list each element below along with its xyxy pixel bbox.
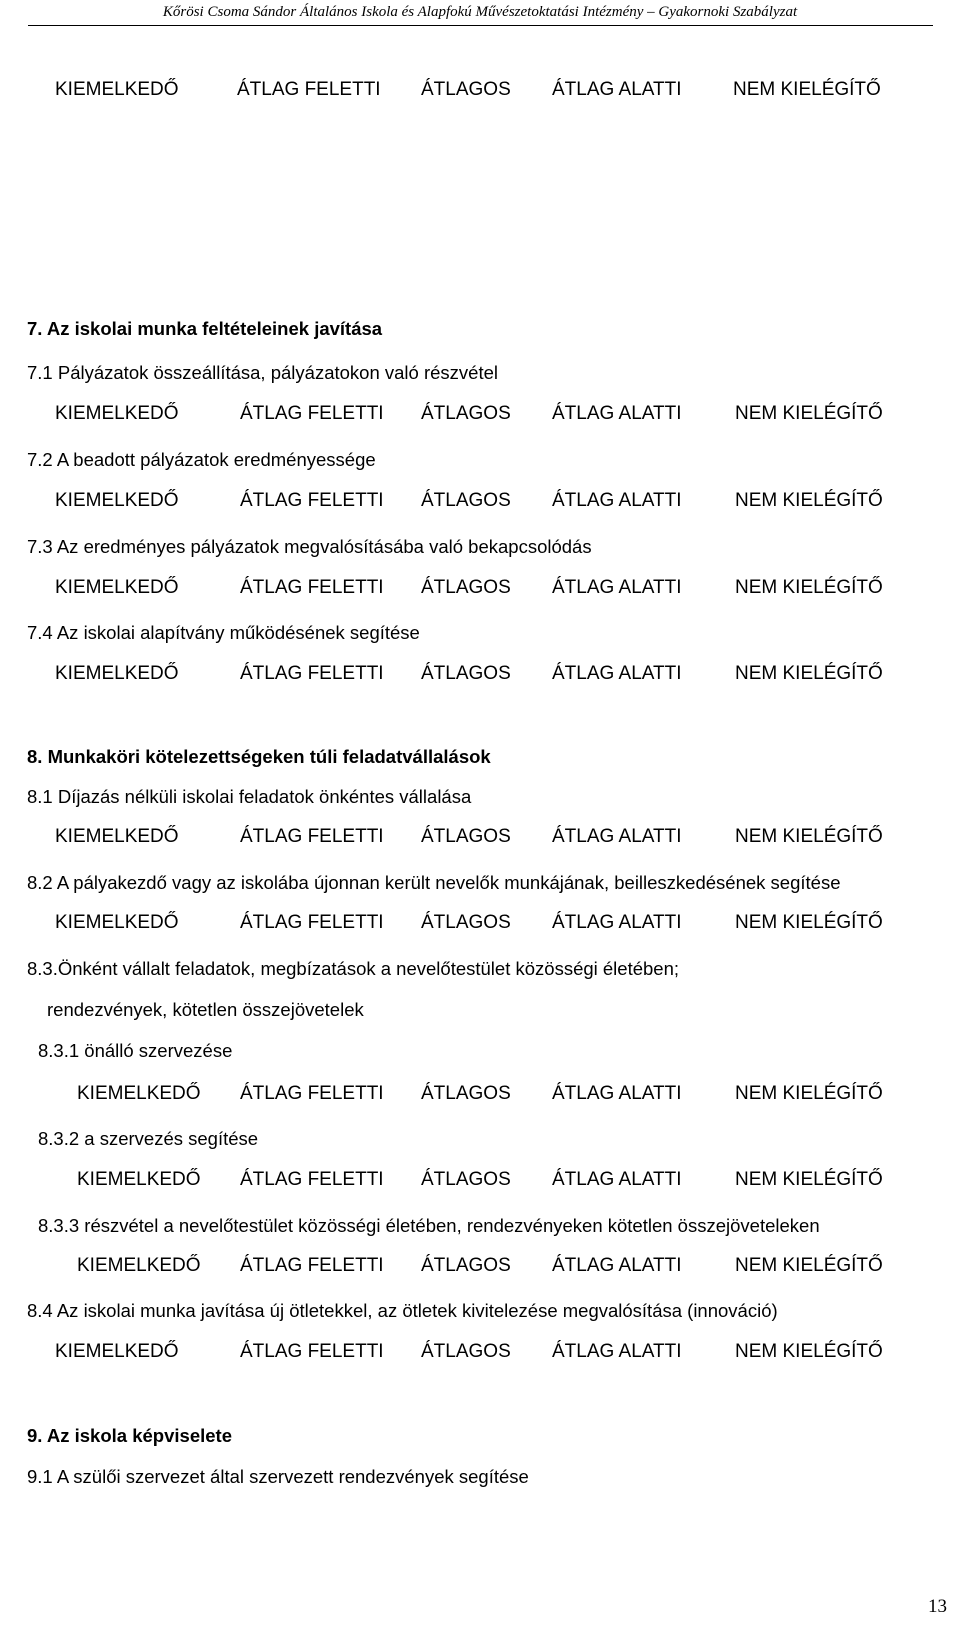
item-8-3-continued: rendezvények, kötetlen összejövetelek bbox=[47, 999, 364, 1020]
item-7-2: 7.2 A beadott pályázatok eredményessége bbox=[27, 449, 376, 470]
rating-atlag-feletti: ÁTLAG FELETTI bbox=[240, 912, 384, 933]
rating-kiemelkedo: KIEMELKEDŐ bbox=[55, 403, 179, 424]
rating-nem-kielegito: NEM KIELÉGÍTŐ bbox=[733, 79, 881, 100]
rating-nem-kielegito: NEM KIELÉGÍTŐ bbox=[735, 1341, 883, 1362]
rating-kiemelkedo: KIEMELKEDŐ bbox=[55, 490, 179, 511]
section-7-title: 7. Az iskolai munka feltételeinek javítása bbox=[27, 318, 383, 339]
rating-nem-kielegito: NEM KIELÉGÍTŐ bbox=[735, 1169, 883, 1190]
item-8-3-2: 8.3.2 a szervezés segítése bbox=[38, 1128, 259, 1149]
rating-nem-kielegito: NEM KIELÉGÍTŐ bbox=[735, 577, 883, 598]
rating-atlag-feletti: ÁTLAG FELETTI bbox=[240, 1083, 384, 1104]
rating-atlag-alatti: ÁTLAG ALATTI bbox=[552, 1255, 682, 1276]
item-8-4: 8.4 Az iskolai munka javítása új ötletekkel, az ötletek kivitelezése megvalósítása (innováció) bbox=[27, 1300, 778, 1321]
rating-kiemelkedo: KIEMELKEDŐ bbox=[77, 1169, 201, 1190]
rating-atlag-alatti: ÁTLAG ALATTI bbox=[552, 826, 682, 847]
item-8-1: 8.1 Díjazás nélküli iskolai feladatok önkéntes vállalása bbox=[27, 786, 472, 807]
item-8-3-1: 8.3.1 önálló szervezése bbox=[38, 1040, 233, 1061]
rating-atlag-alatti: ÁTLAG ALATTI bbox=[552, 577, 682, 598]
rating-atlagos: ÁTLAGOS bbox=[421, 912, 511, 933]
page-number: 13 bbox=[928, 1596, 947, 1617]
rating-kiemelkedo: KIEMELKEDŐ bbox=[55, 912, 179, 933]
rating-atlag-alatti: ÁTLAG ALATTI bbox=[552, 403, 682, 424]
rating-kiemelkedo: KIEMELKEDŐ bbox=[55, 1341, 179, 1362]
rating-row bbox=[0, 79, 960, 101]
rating-row bbox=[0, 826, 960, 848]
document-header: Kőrösi Csoma Sándor Általános Iskola és Alapfokú Művészetoktatási Intézmény – Gyakornoki Szabályzat bbox=[162, 4, 798, 20]
item-7-4: 7.4 Az iskolai alapítvány működésének segítése bbox=[27, 622, 420, 643]
rating-kiemelkedo: KIEMELKEDŐ bbox=[55, 79, 179, 100]
rating-atlag-alatti: ÁTLAG ALATTI bbox=[552, 490, 682, 511]
rating-atlag-alatti: ÁTLAG ALATTI bbox=[552, 1083, 682, 1104]
rating-atlag-feletti: ÁTLAG FELETTI bbox=[240, 826, 384, 847]
rating-kiemelkedo: KIEMELKEDŐ bbox=[55, 663, 179, 684]
rating-row bbox=[0, 403, 960, 425]
rating-nem-kielegito: NEM KIELÉGÍTŐ bbox=[735, 490, 883, 511]
rating-nem-kielegito: NEM KIELÉGÍTŐ bbox=[735, 1255, 883, 1276]
rating-atlag-feletti: ÁTLAG FELETTI bbox=[237, 79, 381, 100]
rating-nem-kielegito: NEM KIELÉGÍTŐ bbox=[735, 826, 883, 847]
item-8-3: 8.3.Önként vállalt feladatok, megbízatások a nevelőtestület közösségi életében; bbox=[27, 958, 680, 979]
item-8-2: 8.2 A pályakezdő vagy az iskolába újonnan került nevelők munkájának, beilleszkedésének segítése bbox=[27, 872, 841, 893]
rating-atlag-alatti: ÁTLAG ALATTI bbox=[552, 912, 682, 933]
rating-atlag-alatti: ÁTLAG ALATTI bbox=[552, 663, 682, 684]
rating-atlag-feletti: ÁTLAG FELETTI bbox=[240, 577, 384, 598]
rating-atlagos: ÁTLAGOS bbox=[421, 1255, 511, 1276]
rating-atlagos: ÁTLAGOS bbox=[421, 663, 511, 684]
item-9-1: 9.1 A szülői szervezet által szervezett rendezvények segítése bbox=[27, 1466, 529, 1487]
rating-atlag-feletti: ÁTLAG FELETTI bbox=[240, 1255, 384, 1276]
rating-atlagos: ÁTLAGOS bbox=[421, 403, 511, 424]
rating-atlagos: ÁTLAGOS bbox=[421, 79, 511, 100]
rating-atlagos: ÁTLAGOS bbox=[421, 577, 511, 598]
rating-atlag-feletti: ÁTLAG FELETTI bbox=[240, 490, 384, 511]
rating-atlag-feletti: ÁTLAG FELETTI bbox=[240, 1169, 384, 1190]
rating-kiemelkedo: KIEMELKEDŐ bbox=[77, 1083, 201, 1104]
rating-atlagos: ÁTLAGOS bbox=[421, 826, 511, 847]
rating-atlag-alatti: ÁTLAG ALATTI bbox=[552, 1169, 682, 1190]
rating-atlagos: ÁTLAGOS bbox=[421, 490, 511, 511]
rating-row bbox=[0, 1169, 960, 1191]
rating-atlagos: ÁTLAGOS bbox=[421, 1341, 511, 1362]
rating-nem-kielegito: NEM KIELÉGÍTŐ bbox=[735, 403, 883, 424]
rating-row bbox=[0, 1083, 960, 1105]
rating-row bbox=[0, 490, 960, 512]
rating-nem-kielegito: NEM KIELÉGÍTŐ bbox=[735, 1083, 883, 1104]
rating-atlag-feletti: ÁTLAG FELETTI bbox=[240, 1341, 384, 1362]
rating-kiemelkedo: KIEMELKEDŐ bbox=[55, 826, 179, 847]
rating-atlagos: ÁTLAGOS bbox=[421, 1083, 511, 1104]
section-9-title: 9. Az iskola képviselete bbox=[27, 1425, 232, 1446]
rating-row bbox=[0, 1255, 960, 1277]
item-8-3-3: 8.3.3 részvétel a nevelőtestület közösségi életében, rendezvényeken kötetlen összejöveteleken bbox=[38, 1215, 820, 1236]
rating-row bbox=[0, 577, 960, 599]
section-8-title: 8. Munkaköri kötelezettségeken túli feladatvállalások bbox=[27, 746, 491, 767]
rating-kiemelkedo: KIEMELKEDŐ bbox=[77, 1255, 201, 1276]
header-divider bbox=[28, 25, 933, 26]
rating-row bbox=[0, 912, 960, 934]
rating-nem-kielegito: NEM KIELÉGÍTŐ bbox=[735, 663, 883, 684]
rating-atlag-alatti: ÁTLAG ALATTI bbox=[552, 79, 682, 100]
rating-atlag-feletti: ÁTLAG FELETTI bbox=[240, 403, 384, 424]
rating-atlagos: ÁTLAGOS bbox=[421, 1169, 511, 1190]
rating-nem-kielegito: NEM KIELÉGÍTŐ bbox=[735, 912, 883, 933]
rating-atlag-feletti: ÁTLAG FELETTI bbox=[240, 663, 384, 684]
item-7-1: 7.1 Pályázatok összeállítása, pályázatokon való részvétel bbox=[27, 362, 498, 383]
rating-kiemelkedo: KIEMELKEDŐ bbox=[55, 577, 179, 598]
item-7-3: 7.3 Az eredményes pályázatok megvalósításába való bekapcsolódás bbox=[27, 536, 592, 557]
rating-row bbox=[0, 1341, 960, 1363]
rating-row bbox=[0, 663, 960, 685]
rating-atlag-alatti: ÁTLAG ALATTI bbox=[552, 1341, 682, 1362]
